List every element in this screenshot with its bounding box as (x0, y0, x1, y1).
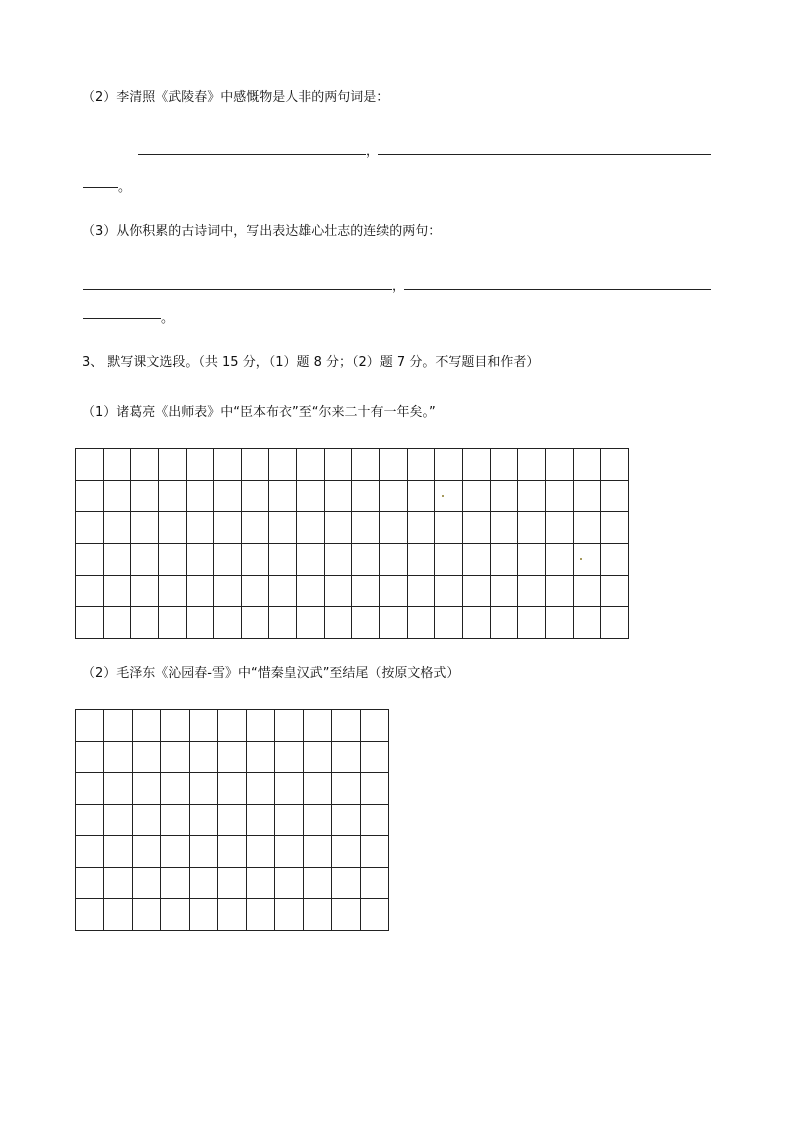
grid-row (76, 710, 389, 742)
grid-cell[interactable] (332, 804, 360, 836)
grid-cell[interactable] (545, 575, 573, 607)
grid-cell[interactable] (573, 449, 601, 481)
grid-cell[interactable] (76, 710, 104, 742)
grid-cell[interactable] (380, 575, 408, 607)
grid-cell[interactable] (332, 773, 360, 805)
section-3-part-1-prompt: （1）诸葛亮《出师表》中“臣本布衣”至“尔来二十有一年矣。” (82, 405, 436, 420)
grid-cell[interactable] (132, 867, 160, 899)
grid-cell[interactable] (76, 773, 104, 805)
grid-cell[interactable] (269, 575, 297, 607)
grid-cell[interactable] (158, 543, 186, 575)
grid-cell[interactable] (103, 512, 131, 544)
grid-cell[interactable] (462, 449, 490, 481)
grid-cell[interactable] (573, 575, 601, 607)
grid-cell[interactable] (186, 480, 214, 512)
grid-cell[interactable] (269, 512, 297, 544)
grid-cell[interactable] (158, 575, 186, 607)
grid-cell[interactable] (269, 607, 297, 639)
grid-cell[interactable] (189, 741, 217, 773)
grid-cell[interactable] (269, 543, 297, 575)
grid-cell[interactable] (103, 480, 131, 512)
grid-row (76, 836, 389, 868)
grid-cell[interactable] (131, 449, 159, 481)
grid-row (76, 543, 629, 575)
grid-cell[interactable] (131, 575, 159, 607)
grid-cell[interactable] (545, 512, 573, 544)
grid-cell[interactable] (189, 773, 217, 805)
grid-cell[interactable] (218, 773, 246, 805)
grid-cell[interactable] (518, 480, 546, 512)
grid-cell[interactable] (132, 899, 160, 931)
grid-cell[interactable] (601, 449, 629, 481)
grid-cell[interactable] (131, 543, 159, 575)
grid-cell[interactable] (214, 575, 242, 607)
grid-cell[interactable] (104, 899, 132, 931)
grid-cell[interactable] (103, 575, 131, 607)
grid-cell[interactable] (76, 449, 104, 481)
grid-cell[interactable] (435, 575, 463, 607)
grid-cell[interactable] (360, 836, 388, 868)
grid-row (76, 575, 629, 607)
grid-cell[interactable] (352, 607, 380, 639)
grid-cell[interactable] (462, 575, 490, 607)
grid-cell[interactable] (241, 607, 269, 639)
grid-cell[interactable] (380, 480, 408, 512)
answer-comma-2-2: ， (366, 144, 380, 159)
grid-cell[interactable] (332, 867, 360, 899)
grid-cell[interactable] (332, 899, 360, 931)
grid-cell[interactable] (545, 607, 573, 639)
grid-cell[interactable] (161, 899, 189, 931)
grid-cell[interactable] (241, 543, 269, 575)
grid-cell[interactable] (407, 449, 435, 481)
grid-cell[interactable] (601, 543, 629, 575)
grid-cell[interactable] (275, 804, 303, 836)
grid-cell[interactable] (241, 480, 269, 512)
grid-cell[interactable] (360, 804, 388, 836)
grid-cell[interactable] (275, 836, 303, 868)
grid-cell[interactable] (218, 741, 246, 773)
grid-cell[interactable] (186, 543, 214, 575)
grid-cell[interactable] (303, 899, 331, 931)
grid-cell[interactable] (103, 543, 131, 575)
grid-cell[interactable] (76, 607, 104, 639)
grid-cell[interactable] (186, 607, 214, 639)
grid-cell[interactable] (352, 575, 380, 607)
grid-cell[interactable] (131, 512, 159, 544)
grid-cell[interactable] (360, 773, 388, 805)
grid-cell[interactable] (352, 480, 380, 512)
answer-line-2-3-first[interactable] (83, 289, 392, 290)
grid-cell[interactable] (518, 449, 546, 481)
grid-cell[interactable] (380, 607, 408, 639)
grid-cell[interactable] (214, 607, 242, 639)
grid-cell[interactable] (297, 512, 325, 544)
grid-cell[interactable] (131, 607, 159, 639)
grid-cell[interactable] (407, 512, 435, 544)
grid-cell[interactable] (518, 512, 546, 544)
grid-cell[interactable] (435, 449, 463, 481)
answer-line-2-2-first[interactable] (138, 154, 366, 155)
grid-cell[interactable] (132, 773, 160, 805)
grid-cell[interactable] (407, 543, 435, 575)
section-3-heading: 3、 默写课文选段。（共 15 分，（1）题 8 分；（2）题 7 分。不写题目和作者） (82, 355, 540, 370)
grid-row (76, 773, 389, 805)
grid-row (76, 867, 389, 899)
grid-cell[interactable] (218, 710, 246, 742)
grid-cell[interactable] (462, 543, 490, 575)
grid-cell[interactable] (297, 543, 325, 575)
grid-cell[interactable] (303, 773, 331, 805)
grid-cell[interactable] (189, 804, 217, 836)
grid-cell[interactable] (161, 710, 189, 742)
writing-grid-2[interactable] (75, 709, 389, 931)
grid-cell[interactable] (104, 867, 132, 899)
grid-cell[interactable] (407, 607, 435, 639)
grid-cell[interactable] (214, 512, 242, 544)
grid-cell[interactable] (297, 449, 325, 481)
grid-cell[interactable] (303, 867, 331, 899)
grid-cell[interactable] (435, 543, 463, 575)
grid-cell[interactable] (352, 543, 380, 575)
grid-cell[interactable] (324, 543, 352, 575)
grid-row (76, 512, 629, 544)
question-2-2-prompt: （2）李清照《武陵春》中感慨物是人非的两句词是： (82, 90, 390, 105)
grid-row (76, 741, 389, 773)
grid-cell[interactable] (352, 449, 380, 481)
answer-line-2-2-second[interactable] (378, 154, 711, 155)
grid-row (76, 899, 389, 931)
grid-cell[interactable] (246, 867, 274, 899)
grid-cell[interactable] (490, 607, 518, 639)
grid-cell[interactable] (158, 449, 186, 481)
grid-cell[interactable] (324, 512, 352, 544)
grid-cell[interactable] (218, 804, 246, 836)
grid-cell[interactable] (407, 480, 435, 512)
grid-cell[interactable] (104, 773, 132, 805)
grid-cell[interactable] (573, 480, 601, 512)
grid-cell[interactable] (131, 480, 159, 512)
grid-cell[interactable] (518, 543, 546, 575)
grid-cell[interactable] (601, 512, 629, 544)
grid-cell[interactable] (158, 480, 186, 512)
grid-cell[interactable] (76, 741, 104, 773)
grid-cell[interactable] (518, 607, 546, 639)
grid-cell[interactable] (161, 773, 189, 805)
grid-cell[interactable] (241, 449, 269, 481)
grid-cell[interactable] (303, 804, 331, 836)
grid-cell[interactable] (76, 899, 104, 931)
grid-cell[interactable] (435, 480, 463, 512)
grid-cell[interactable] (303, 710, 331, 742)
grid-cell[interactable] (186, 575, 214, 607)
section-3-part-2-prompt: （2）毛泽东《沁园春-雪》中“惜秦皇汉武”至结尾（按原文格式） (82, 666, 460, 681)
grid-cell[interactable] (275, 867, 303, 899)
grid-cell[interactable] (490, 543, 518, 575)
grid-cell[interactable] (490, 449, 518, 481)
grid-cell[interactable] (218, 836, 246, 868)
grid-cell[interactable] (186, 512, 214, 544)
grid-cell[interactable] (218, 899, 246, 931)
grid-cell[interactable] (324, 607, 352, 639)
grid-cell[interactable] (462, 480, 490, 512)
grid-cell[interactable] (246, 836, 274, 868)
grid-cell[interactable] (214, 449, 242, 481)
grid-cell[interactable] (324, 575, 352, 607)
grid-cell[interactable] (132, 804, 160, 836)
grid-cell[interactable] (380, 449, 408, 481)
grid-cell[interactable] (601, 480, 629, 512)
grid-cell[interactable] (189, 836, 217, 868)
grid-cell[interactable] (76, 804, 104, 836)
grid-cell[interactable] (103, 607, 131, 639)
grid-cell[interactable] (104, 741, 132, 773)
grid-cell[interactable] (435, 607, 463, 639)
grid-cell[interactable] (246, 741, 274, 773)
grid-cell[interactable] (407, 575, 435, 607)
grid-cell[interactable] (246, 710, 274, 742)
grid-cell[interactable] (241, 575, 269, 607)
answer-period-2-2: 。 (118, 180, 132, 195)
grid-cell[interactable] (76, 480, 104, 512)
grid-cell[interactable] (490, 480, 518, 512)
grid-cell[interactable] (246, 773, 274, 805)
grid-cell[interactable] (360, 867, 388, 899)
grid-cell[interactable] (158, 512, 186, 544)
grid-cell[interactable] (104, 804, 132, 836)
grid-cell[interactable] (297, 575, 325, 607)
grid-cell[interactable] (104, 836, 132, 868)
grid-cell[interactable] (462, 607, 490, 639)
grid-row (76, 804, 389, 836)
grid-cell[interactable] (246, 804, 274, 836)
grid-cell[interactable] (303, 741, 331, 773)
grid-cell[interactable] (573, 512, 601, 544)
grid-cell[interactable] (601, 607, 629, 639)
stray-mark (580, 558, 582, 560)
grid-cell[interactable] (189, 867, 217, 899)
grid-cell[interactable] (76, 543, 104, 575)
grid-cell[interactable] (380, 512, 408, 544)
grid-cell[interactable] (161, 867, 189, 899)
grid-cell[interactable] (518, 575, 546, 607)
answer-line-2-3-second[interactable] (404, 289, 711, 290)
grid-cell[interactable] (324, 480, 352, 512)
grid-cell[interactable] (76, 512, 104, 544)
grid-cell[interactable] (545, 543, 573, 575)
grid-cell[interactable] (332, 741, 360, 773)
grid-row (76, 480, 629, 512)
writing-grid-1[interactable] (75, 448, 629, 639)
question-2-3-prompt: （3）从你积累的古诗词中，写出表达雄心壮志的连续的两句： (82, 224, 442, 239)
grid-cell[interactable] (132, 836, 160, 868)
grid-cell[interactable] (186, 449, 214, 481)
grid-cell[interactable] (324, 449, 352, 481)
grid-cell[interactable] (161, 804, 189, 836)
grid-cell[interactable] (435, 512, 463, 544)
grid-cell[interactable] (269, 480, 297, 512)
grid-cell[interactable] (380, 543, 408, 575)
grid-cell[interactable] (275, 741, 303, 773)
grid-cell[interactable] (462, 512, 490, 544)
grid-cell[interactable] (275, 773, 303, 805)
grid-cell[interactable] (269, 449, 297, 481)
grid-cell[interactable] (360, 741, 388, 773)
grid-row (76, 449, 629, 481)
grid-cell[interactable] (76, 836, 104, 868)
stray-mark (442, 495, 444, 497)
grid-cell[interactable] (490, 512, 518, 544)
grid-cell[interactable] (161, 836, 189, 868)
grid-cell[interactable] (545, 480, 573, 512)
grid-cell[interactable] (275, 899, 303, 931)
grid-cell[interactable] (76, 867, 104, 899)
grid-row (76, 607, 629, 639)
grid-cell[interactable] (104, 710, 132, 742)
grid-cell[interactable] (545, 449, 573, 481)
grid-cell[interactable] (158, 607, 186, 639)
grid-cell[interactable] (103, 449, 131, 481)
grid-cell[interactable] (360, 710, 388, 742)
grid-cell[interactable] (360, 899, 388, 931)
grid-cell[interactable] (275, 710, 303, 742)
grid-cell[interactable] (297, 480, 325, 512)
grid-cell[interactable] (573, 543, 601, 575)
grid-cell[interactable] (490, 575, 518, 607)
grid-cell[interactable] (303, 836, 331, 868)
grid-cell[interactable] (332, 710, 360, 742)
grid-cell[interactable] (214, 480, 242, 512)
grid-cell[interactable] (573, 607, 601, 639)
answer-comma-2-3: ， (392, 279, 406, 294)
answer-period-2-3: 。 (161, 311, 175, 326)
grid-cell[interactable] (297, 607, 325, 639)
grid-cell[interactable] (352, 512, 380, 544)
grid-cell[interactable] (161, 741, 189, 773)
grid-cell[interactable] (601, 575, 629, 607)
grid-cell[interactable] (189, 899, 217, 931)
answer-line-2-3-continued[interactable] (83, 318, 161, 319)
answer-line-2-2-continued[interactable] (83, 187, 118, 188)
grid-cell[interactable] (332, 836, 360, 868)
grid-cell[interactable] (132, 710, 160, 742)
grid-cell[interactable] (214, 543, 242, 575)
grid-cell[interactable] (241, 512, 269, 544)
grid-cell[interactable] (132, 741, 160, 773)
grid-cell[interactable] (246, 899, 274, 931)
grid-cell[interactable] (76, 575, 104, 607)
grid-cell[interactable] (189, 710, 217, 742)
grid-cell[interactable] (218, 867, 246, 899)
